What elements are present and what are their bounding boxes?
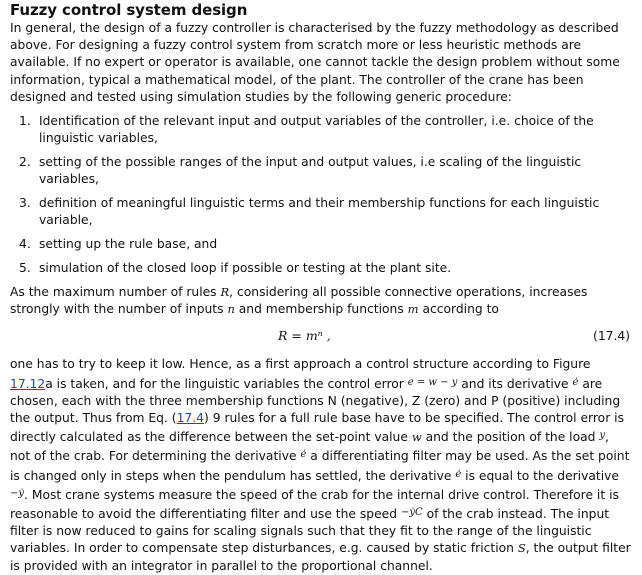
- section-title: Fuzzy control system design: [10, 1, 248, 19]
- text-run: , not of the crab. For determining the derivative: [10, 430, 609, 464]
- text-run: ) 9 rules for a full rule base have to be specified. The control error is directly calculated as the difference between the set-point value: [10, 411, 624, 445]
- list-number: 2.: [19, 155, 31, 170]
- list-text: simulation of the closed loop if possible or testing at the plant site.: [39, 261, 452, 276]
- math-load-position: y: [599, 430, 606, 442]
- procedure-list: [10, 113, 632, 277]
- math-control-error: e = w − y: [407, 376, 458, 388]
- equation-link[interactable]: 17.4: [176, 411, 204, 426]
- text-run: As the maximum number of rules: [10, 285, 221, 300]
- text-run: , the output filter is provided with an integrator in parallel to the proportional channel.: [10, 541, 631, 573]
- list-number: 5.: [19, 261, 31, 276]
- text-run: are chosen, each with the three membership functions N (negative), Z (zero) and P (positive) including the output. Thus from Eq. (: [10, 376, 621, 426]
- math-error-derivative: ė: [572, 376, 579, 388]
- list-text: Identification of the relevant input and output variables of the controller, i.e. choice of the linguistic variables,: [39, 114, 594, 146]
- text-run: and the position of the load: [421, 430, 600, 445]
- list-number: 3.: [19, 196, 31, 211]
- intro-paragraph: In general, the design of a fuzzy controller is characterised by the fuzzy methodology as described above. For designing a fuzzy control system from scratch more or less heuristic methods are available. If no expert or operator is available, one cannot tackle the design problem without some information, typical a mathematical model, of the plant. The controller of the crane has been designed and tested using simulation studies by the following generic procedure:: [10, 21, 620, 104]
- list-text: definition of meaningful linguistic terms and their membership functions for each linguistic variable,: [39, 196, 600, 228]
- list-text: setting up the rule base, and: [39, 237, 218, 252]
- control-paragraph: [10, 356, 632, 574]
- math-error-derivative: ė: [300, 449, 307, 461]
- equation-formula: R = mⁿ ,: [278, 328, 331, 344]
- math-error-derivative: ė: [455, 468, 462, 480]
- math-var-r: R: [220, 285, 230, 300]
- list-number: 1.: [19, 114, 31, 129]
- text-run: according to: [418, 302, 499, 317]
- figure-link[interactable]: 17.12: [10, 376, 46, 391]
- text-run: , considering all possible connective operations, increases strongly with the number of inputs: [10, 285, 588, 317]
- list-item: [10, 154, 632, 188]
- math-neg-yc-dot: −ẏC: [400, 507, 423, 519]
- text-run: a differentiating filter may be used. As the set point is changed only in steps when the pendulum has settled, the derivative: [10, 449, 630, 483]
- list-item: [10, 260, 632, 277]
- list-text: setting of the possible ranges of the input and output values, i.e scaling of the linguistic variables,: [39, 155, 582, 187]
- text-run: one has to try to keep it low. Hence, as a first approach a control structure according to Figure: [10, 357, 591, 372]
- math-neg-y-dot: −ẏ: [10, 487, 25, 499]
- equation-block: [10, 324, 632, 346]
- list-item: [10, 236, 632, 253]
- text-run: and its derivative: [457, 376, 573, 391]
- text-run: of the crab instead. The input filter is now reduced to gains for scaling signals such that they fit to the range of the linguistic variables. In order to compensate step disturbances, e.g. caused by static friction: [10, 507, 610, 556]
- text-run: . Most crane systems measure the speed of the crab for the internal drive control. Therefore it is reasonable to avoid the differentiating filter and use the speed: [10, 487, 619, 522]
- math-var-m: m: [407, 302, 419, 317]
- list-item: [10, 195, 632, 229]
- math-var-n: n: [227, 302, 235, 317]
- list-item: [10, 113, 632, 147]
- text-run: and membership functions: [234, 302, 408, 317]
- equation-number: (17.4): [593, 329, 630, 344]
- text-run: a is taken, and for the linguistic variables the control error: [45, 376, 408, 391]
- rules-paragraph: [10, 284, 632, 318]
- math-setpoint: w: [411, 430, 422, 445]
- text-run: is equal to the derivative: [461, 468, 619, 483]
- math-friction: S: [517, 541, 526, 556]
- list-number: 4.: [19, 237, 31, 252]
